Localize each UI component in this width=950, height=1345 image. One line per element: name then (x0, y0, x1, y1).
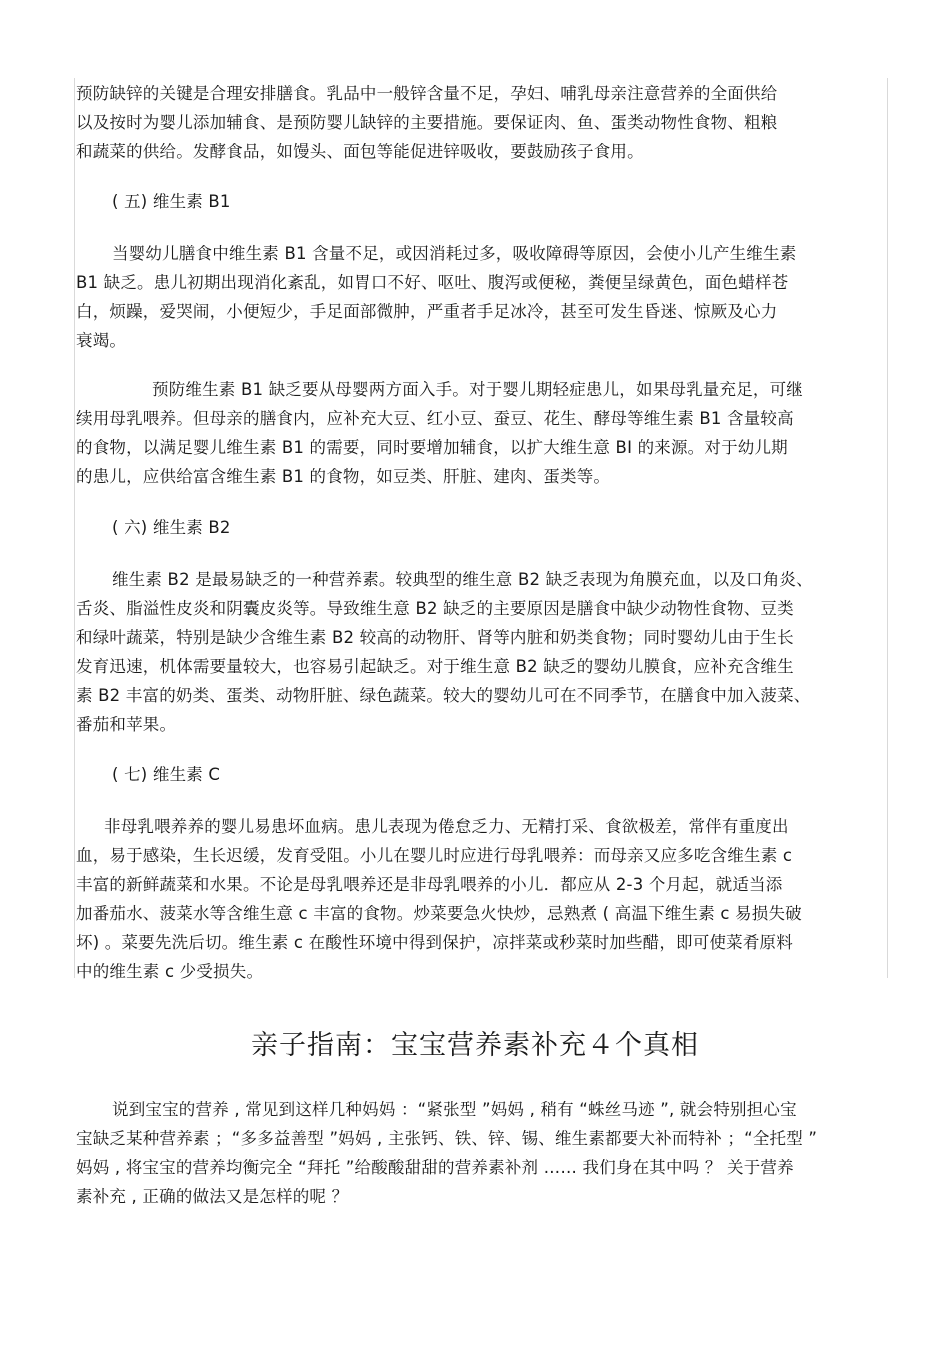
section-title: 亲子指南：宝宝营养素补充４个真相 (251, 1030, 699, 1061)
body-line: 的患儿，应供给富含维生素 B1 的食物，如豆类、肝脏、建肉、蛋类等。 (76, 467, 611, 486)
body-line: 以及按时为婴儿添加辅食、是预防婴儿缺锌的主要措施。要保证肉、鱼、蛋类动物性食物、粗粮 (76, 113, 778, 132)
body-line: 非母乳喂养养的婴儿易患坏血病。患儿表现为倦怠乏力、无精打采、食欲极差，常伴有重度出 (104, 817, 789, 836)
body-line: 坏) 。菜要先洗后切。维生素 c 在酸性环境中得到保护，凉拌菜或秒菜时加些醋，即可使菜肴原料 (76, 933, 793, 952)
body-line: B1 缺乏。患儿初期出现消化紊乱，如胃口不好、呕吐、腹泻或便秘，粪便呈绿黄色，面色蜡样苍 (76, 273, 789, 292)
intro-line: 妈妈 , 将宝宝的营养均衡完全 “拜托 ”给酸酸甜甜的营养素补剂 …… 我们身在其中吗 ？ 关于营养 (76, 1158, 794, 1177)
left-margin-rule (74, 78, 75, 978)
subheading-b1: ( 五) 维生素 B1 (112, 192, 231, 211)
body-line: 衰竭。 (76, 331, 127, 350)
body-line: 发育迅速，机体需要量较大，也容易引起缺乏。对于维生意 B2 缺乏的婴幼儿膜食，应补充含维生 (76, 657, 794, 676)
right-margin-rule (887, 78, 888, 978)
body-line: 预防缺锌的关键是合理安排膳食。乳品中一般锌含量不足，孕妇、哺乳母亲注意营养的全面供给 (76, 84, 778, 103)
body-line: 预防维生素 B1 缺乏要从母婴两方面入手。对于婴儿期轻症患儿，如果母乳量充足，可继 (152, 380, 804, 399)
body-line: 维生素 B2 是最易缺乏的一种营养素。较典型的维生意 B2 缺乏表现为角膜充血，以及口角炎、 (112, 570, 813, 589)
body-line: 中的维生素 c 少受损失。 (76, 962, 264, 981)
body-line: 血，易于感染，生长迟缓，发育受阻。小儿在婴儿时应进行母乳喂养：而母亲又应多吃含维生素 c (76, 846, 793, 865)
body-line: 素 B2 丰富的奶类、蛋类、动物肝脏、绿色蔬菜。较大的婴幼儿可在不同季节，在膳食中加入菠菜、 (76, 686, 811, 705)
body-line: 和蔬菜的供给。发酵食品，如馒头、面包等能促进锌吸收，要鼓励孩子食用。 (76, 142, 644, 161)
intro-line: 说到宝宝的营养 , 常见到这样几种妈妈 ：“紧张型 ”妈妈 , 稍有 “蛛丝马迹 ”, 就会特别担心宝 (112, 1100, 797, 1119)
body-line: 的食物，以满足婴儿维生素 B1 的需要，同时要增加辅食，以扩大维生意 BI 的来源。对于幼儿期 (76, 438, 788, 457)
body-line: 续用母乳喂养。但母亲的膳食内，应补充大豆、红小豆、蚕豆、花生、酵母等维生素 B1 含量较高 (76, 409, 794, 428)
intro-line: 宝缺乏某种营养素 ；“多多益善型 ”妈妈 , 主张钙、铁、锌、锡、维生素都要大补而特补 ；“全托型 ” (76, 1129, 818, 1148)
body-line: 和绿叶蔬菜，特别是缺少含维生素 B2 较高的动物肝、肾等内脏和奶类食物；同时婴幼儿由于生长 (76, 628, 794, 647)
body-line: 丰富的新鲜蔬菜和水果。不论是母乳喂养还是非母乳喂养的小儿．都应从 2-3 个月起，就适当添 (76, 875, 783, 894)
subheading-c: ( 七) 维生素 C (112, 765, 221, 784)
body-line: 白，烦躁，爱哭闹，小便短少，手足面部微肿，严重者手足冰冷，甚至可发生昏迷、惊厥及心力 (76, 302, 778, 321)
body-line: 舌炎、脂溢性皮炎和阴囊皮炎等。导致维生意 B2 缺乏的主要原因是膳食中缺少动物性食物、豆类 (76, 599, 794, 618)
subheading-b2: ( 六) 维生素 B2 (112, 518, 231, 537)
body-line: 加番茄水、菠菜水等含维生意 c 丰富的食物。炒菜要急火快炒，忌熟煮 ( 高温下维生素 c 易损失破 (76, 904, 802, 923)
body-line: 当婴幼儿膳食中维生素 B1 含量不足，或因消耗过多，吸收障碍等原因，会使小儿产生维生素 (112, 244, 797, 263)
body-line: 番茄和苹果。 (76, 715, 177, 734)
intro-line: 素补充 , 正确的做法又是怎样的呢 ？ (76, 1187, 349, 1206)
